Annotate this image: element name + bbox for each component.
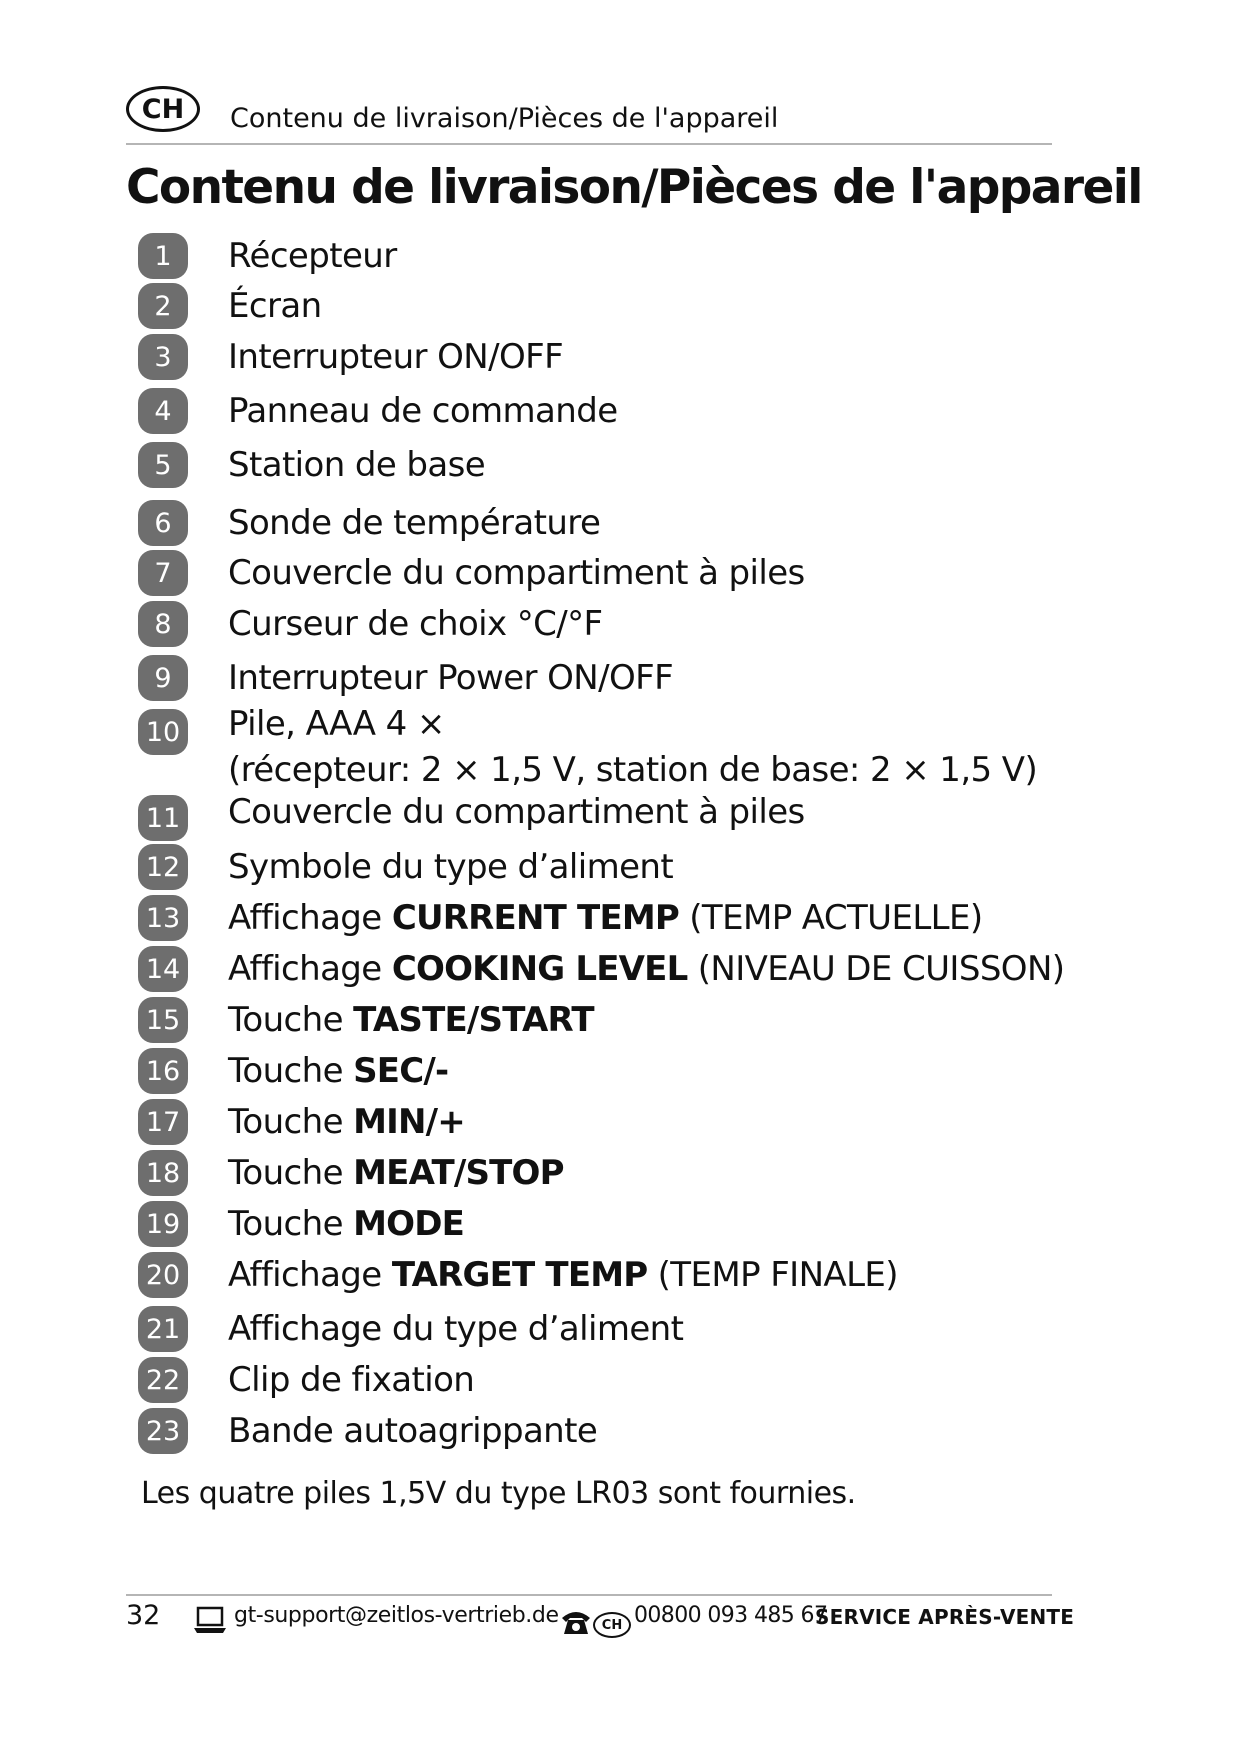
support-phone-number[interactable]: 00800 093 485 67: [634, 1603, 828, 1628]
item-label: Sonde de température: [228, 503, 601, 543]
item-number-badge: 10: [138, 709, 188, 755]
item-label-suffix: (TEMP ACTUELLE): [679, 898, 983, 938]
item-number-badge: 20: [138, 1252, 188, 1298]
item-label-suffix: (TEMP FINALE): [647, 1255, 898, 1295]
item-label-keyword: COOKING LEVEL: [391, 949, 688, 989]
item-number-badge: 8: [138, 601, 188, 647]
item-label-suffix: (NIVEAU DE CUISSON): [687, 949, 1065, 989]
item-number-badge: 12: [138, 844, 188, 890]
item-number-badge: 2: [138, 283, 188, 329]
item-number-badge: 11: [138, 795, 188, 841]
item-label: Panneau de commande: [228, 391, 618, 431]
footer: [0, 1598, 1241, 1648]
header: [126, 80, 1052, 140]
item-number-badge: 9: [138, 655, 188, 701]
item-number-badge: 1: [138, 233, 188, 279]
item-number-badge: 14: [138, 946, 188, 992]
item-label-keyword: SEC/-: [353, 1051, 449, 1091]
footer-divider: [126, 1594, 1052, 1596]
item-number-badge: 3: [138, 334, 188, 380]
item-label-keyword: CURRENT TEMP: [391, 898, 680, 938]
item-label: [228, 1204, 464, 1244]
service-label: SERVICE APRÈS-VENTE: [815, 1605, 1075, 1629]
item-label-keyword: TARGET TEMP: [391, 1255, 648, 1295]
phone-icon: [560, 1608, 592, 1640]
country-badge: CH: [126, 86, 200, 132]
item-label-continuation: (récepteur: 2 × 1,5 V, station de base: 2 × 1,5 V): [228, 750, 1038, 790]
item-label: Interrupteur ON/OFF: [228, 337, 564, 377]
item-label-keyword: MEAT/STOP: [353, 1153, 564, 1193]
item-label: Curseur de choix °C/°F: [228, 604, 603, 644]
page-number: 32: [126, 1600, 161, 1631]
header-divider: [126, 143, 1052, 145]
item-label: [228, 1255, 898, 1295]
item-label: [228, 1000, 594, 1040]
item-number-badge: 21: [138, 1306, 188, 1352]
item-label-keyword: TASTE/START: [353, 1000, 594, 1040]
laptop-icon: [194, 1606, 226, 1638]
item-label-prefix: Touche: [228, 1000, 354, 1040]
battery-note: Les quatre piles 1,5V du type LR03 sont fournies.: [141, 1476, 856, 1511]
support-email-link[interactable]: gt-support@zeitlos-vertrieb.de: [234, 1603, 559, 1628]
page-title: Contenu de livraison/Pièces de l'appareil: [126, 160, 1142, 215]
item-label: Station de base: [228, 445, 486, 485]
item-label: Interrupteur Power ON/OFF: [228, 658, 674, 698]
item-label: Symbole du type d’aliment: [228, 847, 674, 887]
item-label-prefix: Affichage: [228, 898, 392, 938]
item-label: Affichage du type d’aliment: [228, 1309, 684, 1349]
item-number-badge: 5: [138, 442, 188, 488]
item-number-badge: 6: [138, 500, 188, 546]
item-number-badge: 19: [138, 1201, 188, 1247]
item-label: Pile, AAA 4 ×: [228, 704, 445, 744]
item-number-badge: 13: [138, 895, 188, 941]
item-label: Couvercle du compartiment à piles: [228, 553, 805, 593]
country-badge-small: CH: [593, 1612, 631, 1638]
item-label: [228, 1102, 465, 1142]
item-label-prefix: Touche: [228, 1102, 354, 1142]
item-label-prefix: Affichage: [228, 949, 392, 989]
item-label: Écran: [228, 286, 322, 326]
item-label-prefix: Touche: [228, 1204, 354, 1244]
running-header-title: Contenu de livraison/Pièces de l'appareil: [230, 103, 779, 134]
item-label: Récepteur: [228, 236, 397, 276]
item-label: [228, 898, 983, 938]
item-label: [228, 949, 1064, 989]
item-label-keyword: MIN/+: [353, 1102, 465, 1142]
item-label-prefix: Affichage: [228, 1255, 392, 1295]
item-label-prefix: Touche: [228, 1153, 354, 1193]
item-number-badge: 16: [138, 1048, 188, 1094]
item-label: Bande autoagrippante: [228, 1411, 598, 1451]
item-number-badge: 7: [138, 550, 188, 596]
item-number-badge: 23: [138, 1408, 188, 1454]
item-label: [228, 1153, 564, 1193]
item-label: Couvercle du compartiment à piles: [228, 792, 805, 832]
item-number-badge: 15: [138, 997, 188, 1043]
item-label-prefix: Touche: [228, 1051, 354, 1091]
item-label: [228, 1051, 448, 1091]
item-number-badge: 17: [138, 1099, 188, 1145]
item-number-badge: 4: [138, 388, 188, 434]
item-label-keyword: MODE: [353, 1204, 465, 1244]
item-number-badge: 18: [138, 1150, 188, 1196]
item-label: Clip de fixation: [228, 1360, 475, 1400]
item-number-badge: 22: [138, 1357, 188, 1403]
